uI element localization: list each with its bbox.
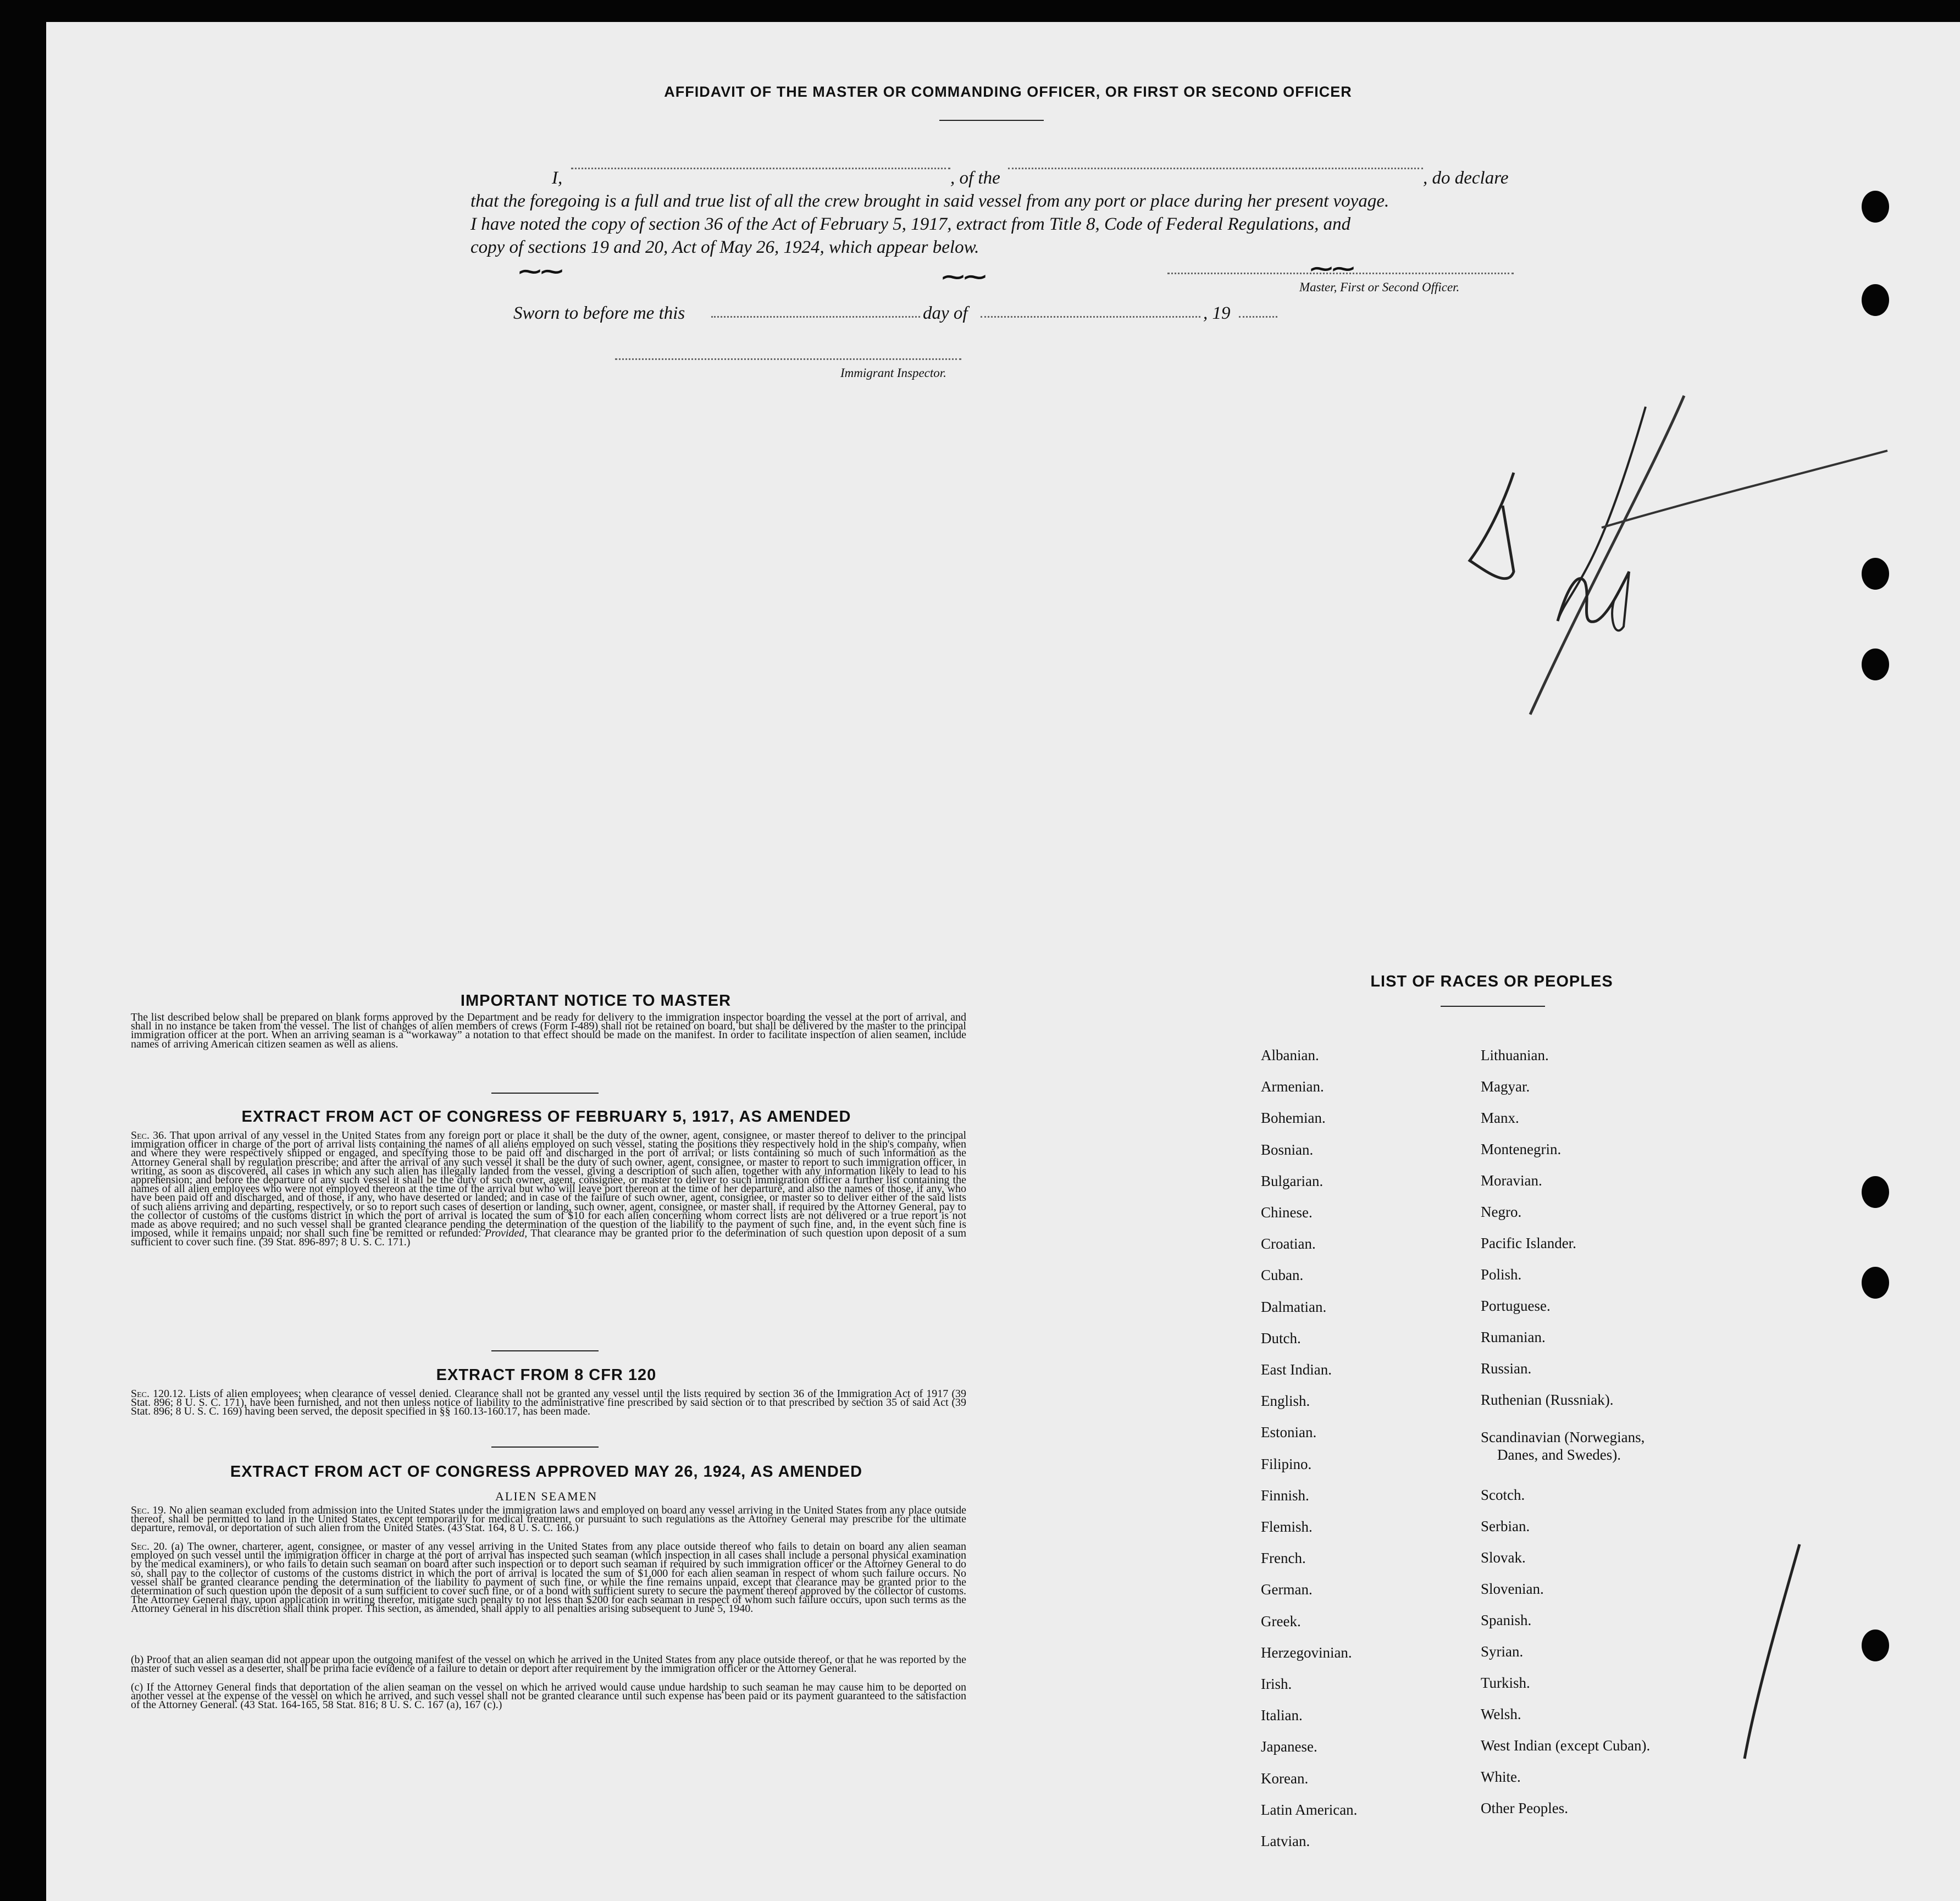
- mark-dash: ⁓⁓: [1310, 256, 1354, 281]
- race-item: Herzegovinian.: [1261, 1644, 1352, 1661]
- race-item: Chinese.: [1261, 1204, 1313, 1221]
- race-item: English.: [1261, 1393, 1310, 1410]
- master-signature-field[interactable]: [1167, 273, 1514, 274]
- punch-hole: [1862, 558, 1889, 590]
- mark-dash: ⁓⁓: [942, 264, 986, 289]
- race-item: East Indian.: [1261, 1361, 1332, 1378]
- race-item: Japanese.: [1261, 1738, 1317, 1755]
- race-item: Polish.: [1481, 1266, 1522, 1283]
- race-item: Ruthenian (Russniak).: [1481, 1392, 1614, 1408]
- race-item: Korean.: [1261, 1770, 1309, 1787]
- race-item: Irish.: [1261, 1676, 1292, 1692]
- extract-1924-para-b: (b) Proof that an alien seaman did not appear upon the outgoing manifest of the vessel on which he arrived in the United States from any place outside thereof, or that he was reported by the master of such vessel as a deserter, shall be prima facie evidence of a failure to detain or deport after requirement by the immigration officer or the Attorney General.: [131, 1654, 966, 1675]
- race-item: Other Peoples.: [1481, 1800, 1568, 1816]
- race-item: Latvian.: [1261, 1833, 1310, 1849]
- handwritten-mark: [1420, 363, 1915, 747]
- extract-1917-title: EXTRACT FROM ACT OF CONGRESS OF FEBRUARY 5, 1917, AS AMENDED: [241, 1108, 851, 1126]
- race-item: Slovak.: [1481, 1549, 1526, 1566]
- race-item: German.: [1261, 1581, 1313, 1598]
- race-item: Moravian.: [1481, 1172, 1542, 1189]
- title-divider: [939, 120, 1044, 121]
- affidavit-do-declare: , do declare: [1423, 168, 1509, 188]
- race-item: Greek.: [1261, 1612, 1301, 1630]
- affidavit-line-4: copy of sections 19 and 20, Act of May 26, 1924, which appear below.: [470, 237, 979, 257]
- race-item: Flemish.: [1261, 1518, 1313, 1535]
- race-item: Cuban.: [1261, 1267, 1304, 1284]
- race-item: Dutch.: [1261, 1329, 1301, 1346]
- year-prefix: , 19: [1203, 303, 1231, 323]
- affidavit-line-3: I have noted the copy of section 36 of the Act of February 5, 1917, extract from Title 8, Code of Federal Regulations, and: [470, 214, 1351, 234]
- sec20-label: Sec. 20.: [131, 1540, 168, 1553]
- punch-hole: [1862, 1267, 1889, 1299]
- race-item: Russian.: [1481, 1360, 1532, 1377]
- race-item: Dalmatian.: [1261, 1298, 1327, 1315]
- extract-cfr-title: EXTRACT FROM 8 CFR 120: [436, 1366, 657, 1384]
- extract-1924-sec19: [131, 1506, 966, 1533]
- affidavit-title: AFFIDAVIT OF THE MASTER OR COMMANDING OFFICER, OR FIRST OR SECOND OFFICER: [664, 84, 1352, 100]
- vessel-name-field[interactable]: [1008, 168, 1423, 169]
- inspector-label: Immigrant Inspector.: [840, 366, 946, 380]
- race-item: Pacific Islander.: [1481, 1235, 1576, 1251]
- handwritten-check-mark: [1695, 1539, 1805, 1770]
- extract-1917-body: That upon arrival of any vessel in the United States from any foreign port or place it shall be the duty of the owner, agent, consignee, or master thereof to deliver to the principal immigration officer in charge of the port of arrival lists containing the names of all aliens employed on such vessel, stating the positions they respectively hold in the ship's company, when and where they were respectively shipped or engaged, and specifying those to be paid off and discharged in the port of arrival; or lists containing so much of such information as the Attorney General shall by regulation prescribe; and after the arrival of any such vessel it shall be the duty of such owner, agent, consignee, or master to report to such immigration officer, in writing, as soon as discovered, all cases in which any such alien has illegally landed from the vessel, giving a description of such alien, together with any information likely to lead to his apprehension; and before the departure of any such vessel it shall be the duty of such owner, agent, consignee, or master to deliver to such immigration officer a further list containing the names of all alien employees who were not employed thereon at the time of the arrival but who will leave port thereon at the time of her departure, and also the names of those, if any, who have been paid off and discharged, and of those, if any, who have deserted or landed; and in case of the failure of such owner, agent, consignee, or master so to deliver either of the said lists of such aliens arriving and departing, respectively, or so to report such cases of desertion or landing, such owner, agent, consignee, or master shall, if required by the Attorney General, pay to the collector of customs of the customs district in which the port of arrival is located the sum of $10 for each alien concerning whom correct lists are not delivered or a true report is not made as above required; and no such vessel shall be granted clearance pending the determination of the question of the liability to the payment of such fine, and, in the event such fine is imposed, while it remains unpaid; nor shall such fine be remitted or refunded:: [131, 1129, 967, 1240]
- punch-hole: [1862, 649, 1889, 680]
- affidavit-line-2: that the foregoing is a full and true list of all the crew brought in said vessel from any port or place during her present voyage.: [470, 191, 1389, 211]
- notice-text: The list described below shall be prepared on blank forms approved by the Department and be ready for delivery to the immigration inspector boarding the vessel at the port of arrival, and shall in no instance be taken from the vessel. The list of changes of alien members of crews (Form I-489) shall not be retained on board, but shall be delivered by the master to the principal immigration officer at the port. When an arriving seaman is a “workaway” a notation to that effect should be made on the manifest. In order to facilitate inspection of alien seamen, include names of arriving American citizen seamen as well as aliens.: [131, 1011, 966, 1050]
- extract-1924-title: EXTRACT FROM ACT OF CONGRESS APPROVED MAY 26, 1924, AS AMENDED: [230, 1463, 863, 1481]
- form-page: [46, 22, 1960, 1901]
- sec20-body: (a) The owner, charterer, agent, consignee, or master of any vessel arriving in the United States from any place outside thereof who fails to detain on board any alien seaman employed on such vessel until the immigration officer in charge at the port of arrival has inspected such seaman (which inspection in all cases shall include a personal physical examination by the medical examiners), or who fails to detain such seaman on board after such inspection or to deport such seaman if required by such immigration officer or the Attorney General to do so, shall pay to the collector of customs of the customs district in which the port of arrival is located the sum of $1,000 for each alien seaman in respect of whom such failure occurs. No vessel shall be granted clearance pending the determination of the liability to payment of such fine, or while the fine remains unpaid, except that clearance may be granted prior to the determination of such question upon the deposit of a sum sufficient to cover such fine, or of a bond with sufficient surety to secure the payment thereof approved by the collector of customs. The Attorney General may, upon application in writing therefor, mitigate such penalty to not less than $200 for each seaman in respect of whom such failure occurs, upon such terms as the Attorney General in his discretion shall think proper. This section, as amended, shall apply to all penalties arising subsequent to June 5, 1940.: [131, 1540, 967, 1615]
- race-item: Slovenian.: [1481, 1581, 1544, 1597]
- race-item: Bulgarian.: [1261, 1172, 1324, 1189]
- race-item: Italian.: [1261, 1707, 1303, 1724]
- race-item: Croatian.: [1261, 1235, 1316, 1252]
- extract-1924-para-c: (c) If the Attorney General finds that deportation of the alien seaman on the vessel on which he arrived would cause undue hardship to such seaman he may cause him to be deported on another vessel at the expense of the vessel on which he arrived, and such vessel shall not be granted clearance until such expense has been paid or its payment guaranteed to the satisfaction of the Attorney General. (43 Stat. 164-165, 58 Stat. 816; 8 U. S. C. 167 (a), 167 (c).): [131, 1681, 966, 1711]
- race-item: Danes, and Swedes).: [1497, 1446, 1621, 1463]
- sec19-body: No alien seaman excluded from admission into the United States under the immigration laws and employed on board any vessel arriving in the United States from any place outside thereof, shall be permitted to land in the United States, except temporarily for medical treatment, or pursuant to such regulations as the Attorney General may prescribe for the ultimate departure, removal, or deportation of such alien from the United States. (43 Stat. 164, 8 U. S. C. 166.): [131, 1504, 967, 1534]
- extract-cfr-sec: Sec. 120.12.: [131, 1388, 186, 1400]
- extract-1917-text: [131, 1131, 966, 1247]
- race-item: Montenegrin.: [1481, 1141, 1562, 1157]
- sworn-month-field[interactable]: [981, 316, 1200, 318]
- race-item: Welsh.: [1481, 1706, 1521, 1722]
- inspector-signature-field[interactable]: [615, 358, 961, 360]
- sworn-day-field[interactable]: [711, 316, 920, 318]
- race-item: Bohemian.: [1261, 1110, 1326, 1127]
- race-item: Serbian.: [1481, 1518, 1530, 1534]
- sworn-label: Sworn to before me this: [513, 303, 685, 323]
- race-item: Negro.: [1481, 1204, 1522, 1220]
- race-item: Syrian.: [1481, 1643, 1524, 1660]
- race-item: Turkish.: [1481, 1675, 1530, 1691]
- race-item: Scandinavian (Norwegians,: [1481, 1429, 1645, 1445]
- punch-hole: [1862, 191, 1889, 223]
- punch-hole: [1862, 284, 1889, 316]
- race-item: West Indian (except Cuban).: [1481, 1737, 1651, 1754]
- section-divider: [491, 1350, 599, 1351]
- race-item: Estonian.: [1261, 1424, 1317, 1441]
- race-item: Armenian.: [1261, 1078, 1324, 1095]
- race-item: Albanian.: [1261, 1047, 1319, 1063]
- punch-hole: [1862, 1630, 1889, 1661]
- races-title: LIST OF RACES OR PEOPLES: [1370, 973, 1613, 990]
- sec19-label: Sec. 19.: [131, 1504, 167, 1516]
- mark-dash: ⁓⁓: [519, 259, 563, 284]
- extract-1917-provided: Provided,: [484, 1227, 528, 1240]
- extract-1917-sec: Sec. 36.: [131, 1129, 167, 1141]
- extract-1924-sec20: [131, 1542, 966, 1614]
- affidavit-of-the: , of the: [950, 168, 1000, 188]
- section-divider: [491, 1446, 599, 1448]
- punch-hole: [1862, 1176, 1889, 1208]
- race-item: Rumanian.: [1481, 1329, 1546, 1345]
- race-item: Latin American.: [1261, 1801, 1358, 1818]
- race-item: White.: [1481, 1769, 1521, 1785]
- races-divider: [1441, 1006, 1545, 1007]
- extract-cfr-body: Lists of alien employees; when clearance of vessel denied. Clearance shall not be granted any vessel until the lists required by section 36 of the Immigration Act of 1917 (39 Stat. 896; 8 U. S. C. 171), have been furnished, and not then unless notice of liability to the administrative fine prescribed by said section or to that prescribed by section 35 of said Act (39 Stat. 896; 8 U. S. C. 169) having been served, the deposit specified in §§ 160.13-160.17, has been made.: [131, 1388, 967, 1418]
- sworn-year-field[interactable]: [1239, 316, 1277, 318]
- race-item: Bosnian.: [1261, 1141, 1314, 1158]
- race-item: Manx.: [1481, 1110, 1519, 1126]
- master-name-field[interactable]: [571, 168, 950, 169]
- master-signature-label: Master, First or Second Officer.: [1299, 280, 1460, 294]
- race-item: Portuguese.: [1481, 1298, 1551, 1314]
- notice-title: IMPORTANT NOTICE TO MASTER: [460, 992, 732, 1010]
- extract-1917-end: That clearance may be granted prior to the determination of such question upon deposit of a sum sufficient to cover such fine. (39 Stat. 896-897; 8 U. S. C. 171.): [131, 1227, 966, 1249]
- race-item: Spanish.: [1481, 1612, 1532, 1628]
- section-divider: [491, 1093, 599, 1094]
- race-item: French.: [1261, 1550, 1306, 1567]
- race-item: Filipino.: [1261, 1455, 1312, 1472]
- extract-cfr-text: [131, 1389, 966, 1416]
- extract-1924-subtitle: ALIEN SEAMEN: [495, 1489, 597, 1503]
- race-item: Lithuanian.: [1481, 1047, 1549, 1063]
- race-item: Scotch.: [1481, 1487, 1525, 1503]
- race-item: Finnish.: [1261, 1487, 1309, 1504]
- affidavit-i: I,: [552, 168, 563, 188]
- race-item: Magyar.: [1481, 1078, 1530, 1095]
- day-of-label: day of: [923, 303, 968, 323]
